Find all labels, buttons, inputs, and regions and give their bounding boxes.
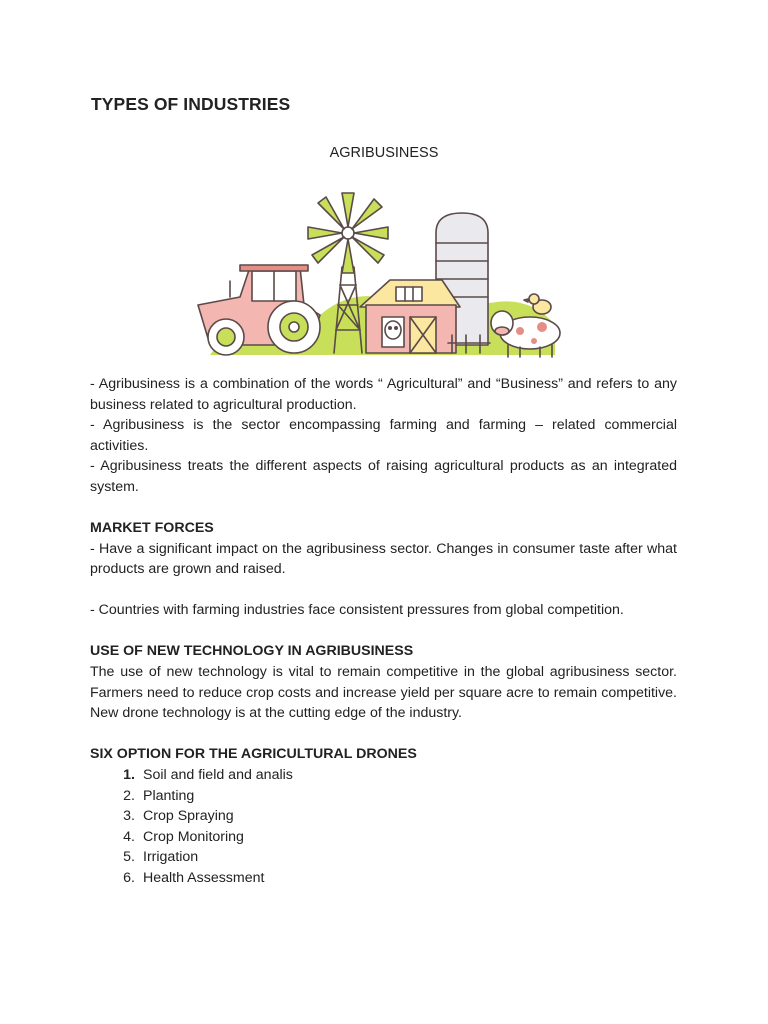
- market-forces-paragraph-1: - Have a significant impact on the agribusiness sector. Changes in consumer taste after what products are grown and raised.: [90, 540, 677, 578]
- section-title-agribusiness: AGRIBUSINESS: [329, 145, 439, 161]
- list-item-number: 6.: [123, 869, 135, 886]
- barn-icon: [360, 280, 460, 353]
- drone-options-list: [90, 765, 677, 889]
- list-item: [90, 806, 677, 827]
- list-item: [90, 868, 677, 889]
- list-item-number: 3.: [123, 808, 135, 825]
- list-item-text: Health Assessment: [143, 869, 265, 886]
- spacer: [90, 724, 677, 745]
- spacer: [90, 580, 677, 601]
- intro-paragraph-1: - Agribusiness is a combination of the words “ Agricultural” and “Business” and refers to any business related to agricultural production.: [90, 376, 677, 413]
- spacer: [90, 498, 677, 519]
- list-item-text: Crop Monitoring: [143, 828, 244, 845]
- list-item-number: 5.: [123, 849, 135, 866]
- intro-paragraph-3: - Agribusiness treats the different aspects of raising agricultural products as an integrated system.: [90, 458, 677, 495]
- list-item: [90, 827, 677, 848]
- list-item-number: 4.: [123, 828, 135, 845]
- list-item-text: Irrigation: [143, 849, 199, 866]
- spacer: [90, 621, 677, 642]
- document-body: [90, 374, 677, 888]
- list-item-text: Planting: [143, 787, 195, 804]
- list-item-number: 2.: [123, 787, 135, 804]
- list-item: [90, 765, 677, 786]
- new-technology-paragraph: The use of new technology is vital to remain competitive in the global agribusiness sector. Farmers need to reduce crop costs and increase yield per square acre to remain competitive. New drone technology is at the cutting edge of the industry.: [90, 664, 677, 722]
- intro-paragraph-2: - Agribusiness is the sector encompassing farming and farming – related commercial activities.: [90, 417, 677, 454]
- new-technology-heading: USE OF NEW TECHNOLOGY IN AGRIBUSINESS: [90, 643, 414, 660]
- page-title: TYPES OF INDUSTRIES: [91, 94, 291, 114]
- list-item: [90, 786, 677, 807]
- list-item-text: Soil and field and analis: [143, 766, 293, 783]
- market-forces-paragraph-2: - Countries with farming industries face consistent pressures from global competition.: [90, 602, 624, 619]
- drone-options-heading: SIX OPTION FOR THE AGRICULTURAL DRONES: [90, 746, 417, 763]
- farm-illustration-icon: [190, 185, 570, 365]
- tractor-icon: [198, 265, 320, 355]
- list-item-text: Crop Spraying: [143, 808, 234, 825]
- list-item-number: 1.: [123, 766, 135, 783]
- market-forces-heading: MARKET FORCES: [90, 520, 214, 537]
- list-item: [90, 847, 677, 868]
